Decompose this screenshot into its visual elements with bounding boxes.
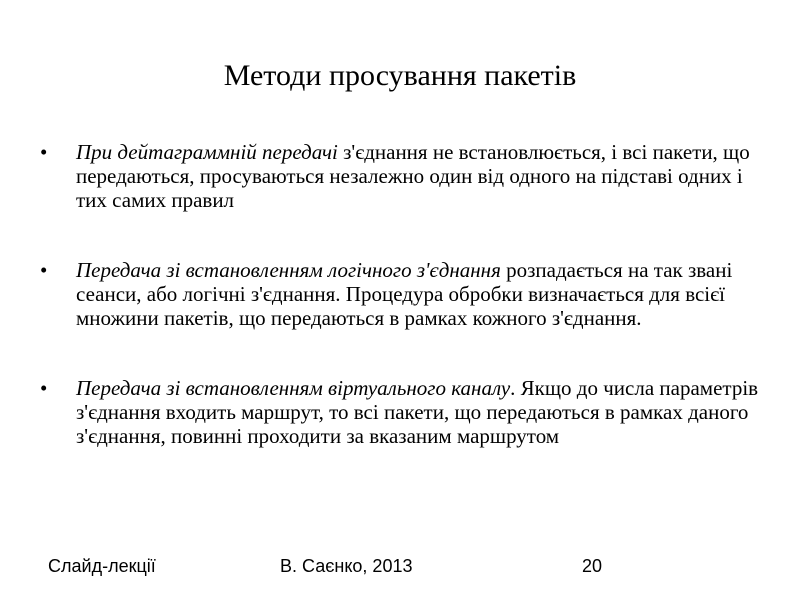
bullet-emphasis: Передача зі встановленням віртуального каналу	[76, 376, 511, 400]
footer-page-number: 20	[582, 556, 603, 576]
footer-author: В. Саєнко, 2013	[280, 556, 413, 576]
bullet-text: . Якщо до числа параметрів з'єднання входить маршрут, то всі пакети, що передаються в рамках даного з'єднання, повинні проходити за вказаним маршрутом	[76, 376, 759, 448]
bullet-emphasis: При дейтаграммній передачі	[76, 140, 338, 164]
footer-course-label: Слайд-лекції	[48, 556, 156, 576]
bullet-item-virtual-channel	[40, 376, 760, 448]
bullet-item-logical-connection	[40, 258, 760, 330]
slide-title: Методи просування пакетів	[223, 59, 577, 92]
bullet-dot-icon: •	[40, 258, 48, 282]
bullet-emphasis: Передача зі встановленням логічного з'єднання	[76, 258, 501, 282]
bullet-text: розпадається на так звані сеанси, або логічні з'єднання. Процедура обробки визначається для всієї множини пакетів, що передаються в рамках кожного з'єднання.	[76, 258, 733, 330]
bullet-text: з'єднання не встановлюється, і всі пакети, що передаються, просуваються незалежно один від одного на підставі одних і тих самих правил	[76, 140, 750, 212]
bullet-dot-icon: •	[40, 140, 48, 164]
bullet-item-datagram	[40, 140, 760, 212]
bullet-list	[40, 140, 760, 448]
bullet-dot-icon: •	[40, 376, 48, 400]
